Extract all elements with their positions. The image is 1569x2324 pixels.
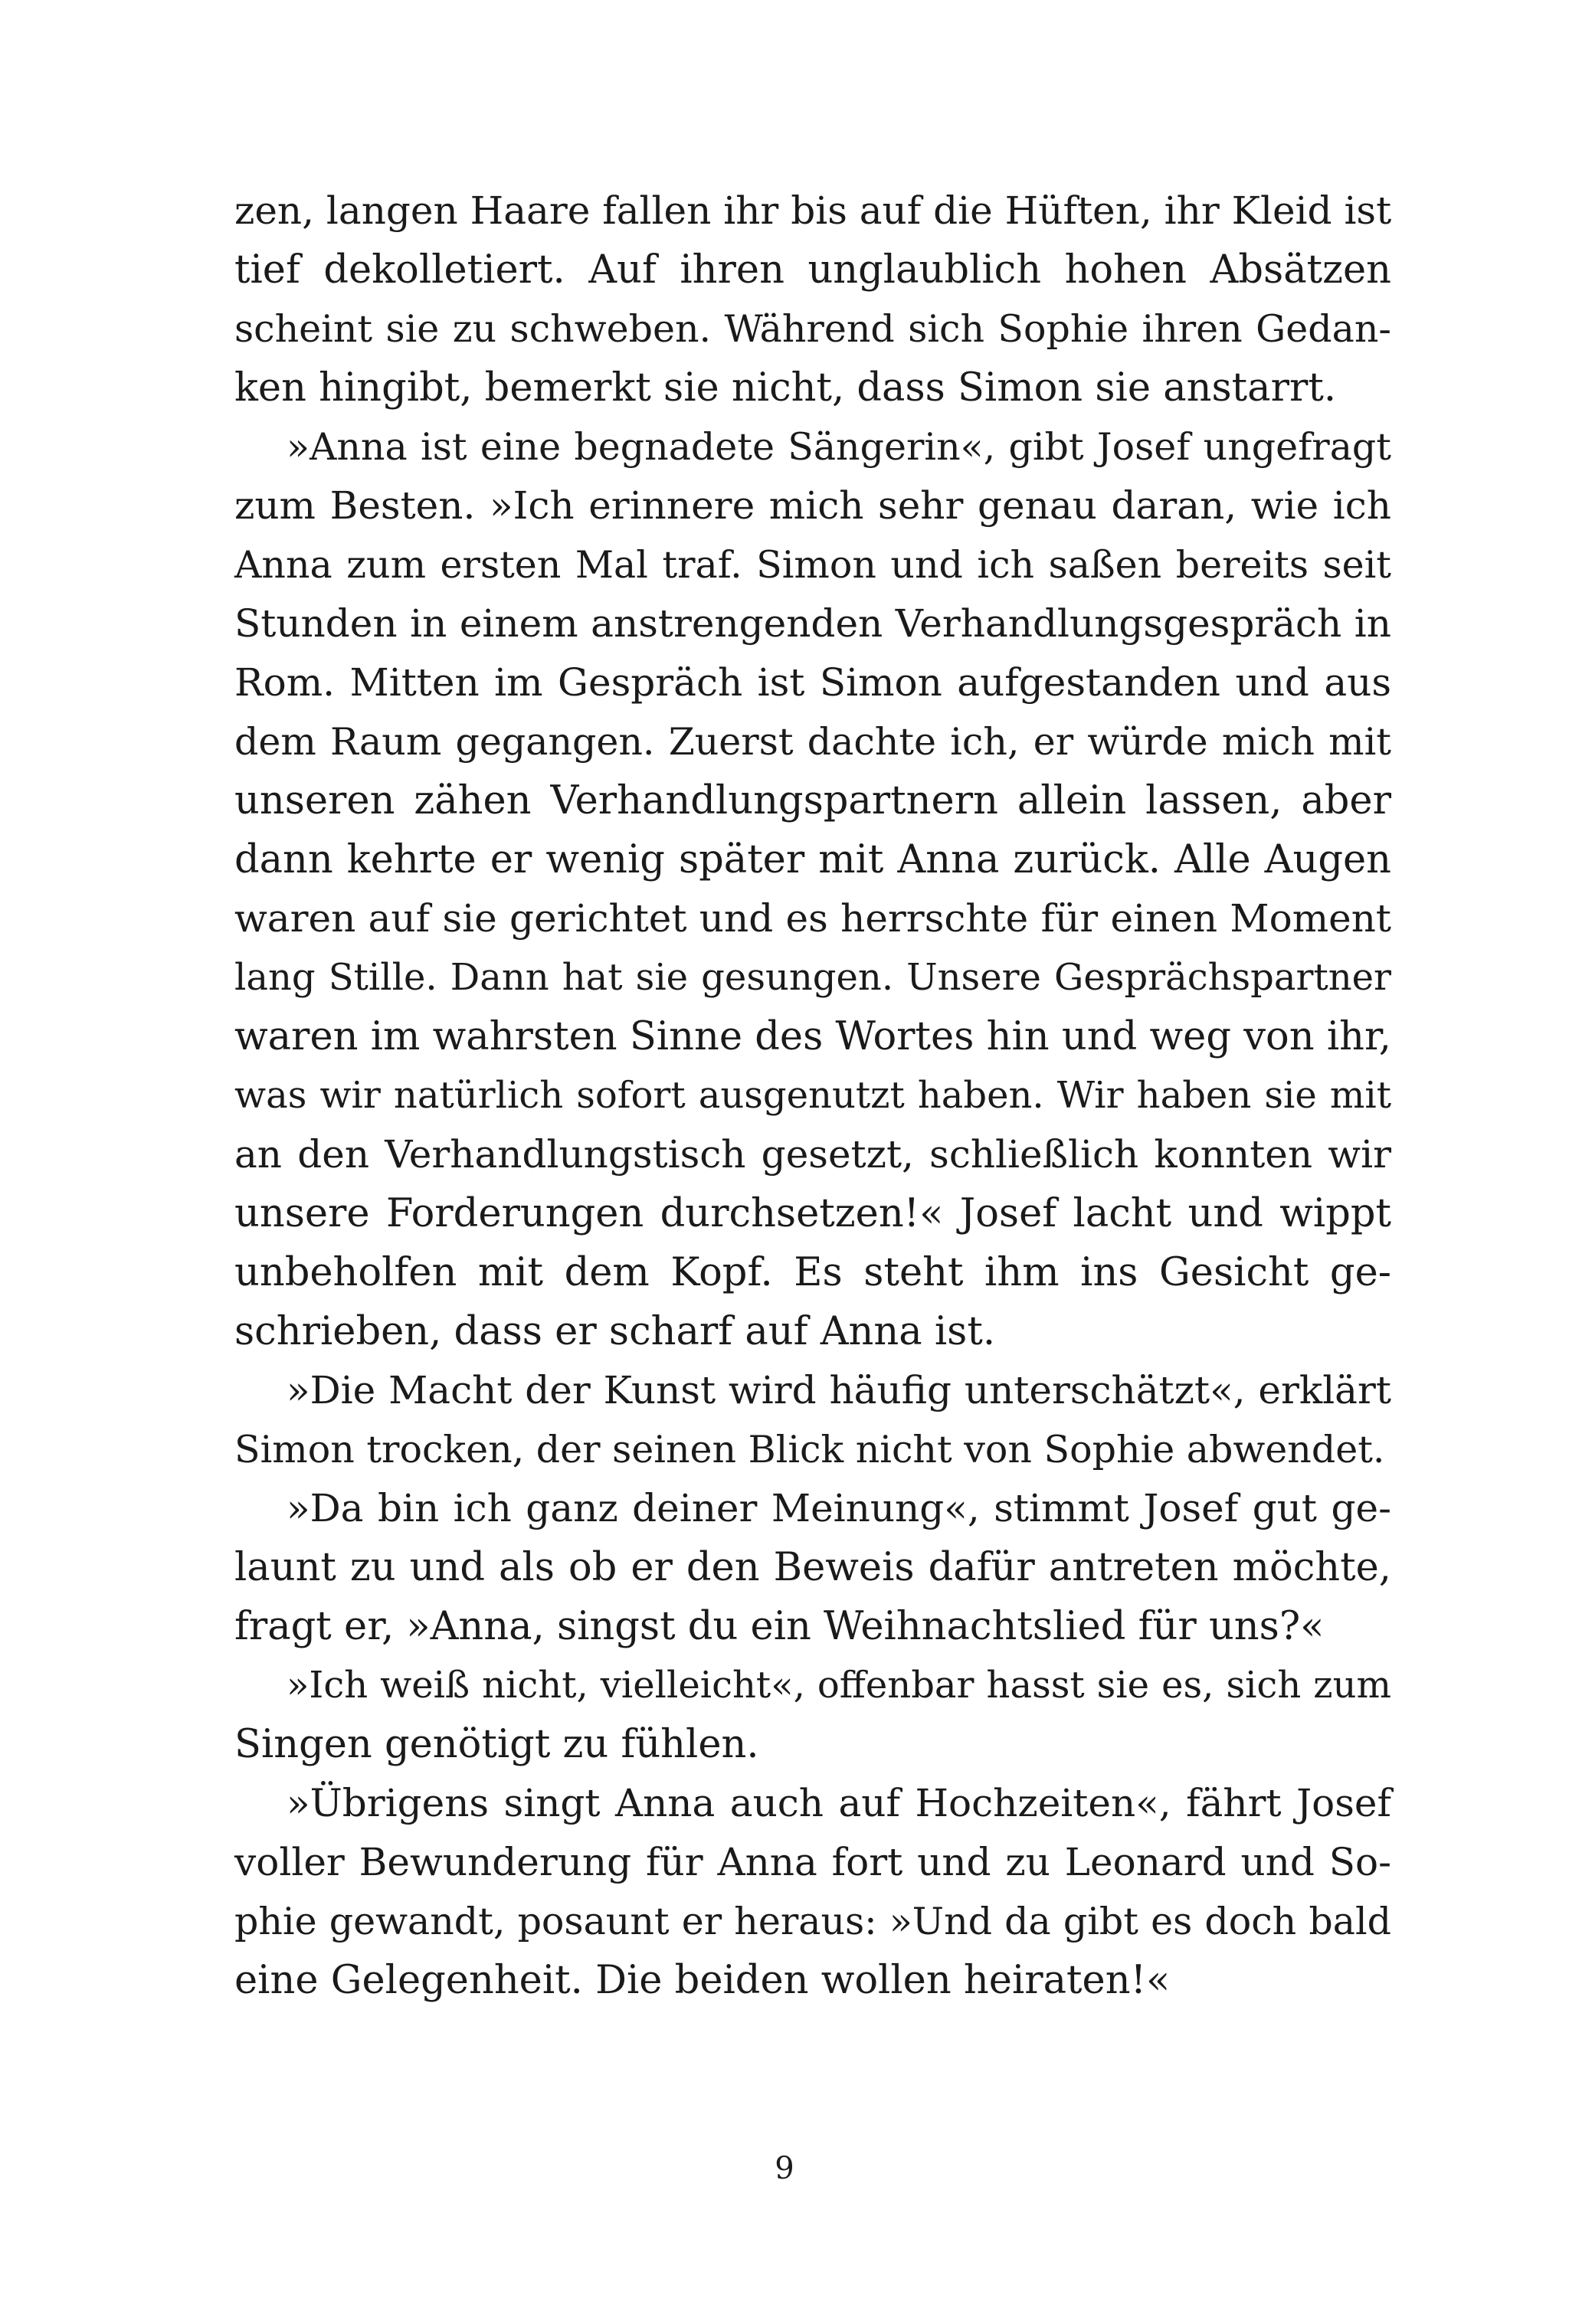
text-line: waren im wahrsten Sinne des Wortes hin und weg von ihr, [234,1014,1391,1059]
text-line: »Übrigens singt Anna auch auf Hochzeiten«, fährt Josef [287,1781,1391,1825]
text-line: dann kehrte er wenig später mit Anna zurück. Alle Augen [234,837,1391,882]
page-number: 9 [775,2151,794,2186]
text-line: schrieben, dass er scharf auf Anna ist. [234,1309,996,1354]
body-text [234,182,1391,2010]
text-line: Simon trocken, der seinen Blick nicht von Sophie abwendet. [234,1428,1385,1471]
text-line: an den Verhandlungstisch gesetzt, schließlich konnten wir [234,1132,1391,1177]
text-line: lang Stille. Dann hat sie gesungen. Unsere Gesprächspartner [234,956,1391,999]
text-line: was wir natürlich sofort ausgenutzt haben. Wir haben sie mit [234,1074,1391,1117]
text-line: fragt er, »Anna, singst du ein Weihnachtslied für uns?« [234,1604,1325,1649]
text-line: Rom. Mitten im Gespräch ist Simon aufgestanden und aus [234,660,1391,705]
text-line: unbeholfen mit dem Kopf. Es steht ihm ins Gesicht ge- [234,1250,1391,1295]
text-line: waren auf sie gerichtet und es herrschte für einen Moment [234,896,1391,941]
text-line: »Die Macht der Kunst wird häufig unterschätzt«, erklärt [287,1368,1391,1412]
text-line: dem Raum gegangen. Zuerst dachte ich, er würde mich mit [234,720,1391,764]
text-line: zum Besten. »Ich erinnere mich sehr genau daran, wie ich [234,483,1391,528]
text-line: »Da bin ich ganz deiner Meinung«, stimmt Josef gut ge- [287,1486,1391,1530]
text-line: Singen genötigt zu fühlen. [234,1722,759,1767]
text-line: tief dekolletiert. Auf ihren unglaublich hohen Absätzen [234,247,1391,293]
text-line: ken hingibt, bemerkt sie nicht, dass Simon sie anstarrt. [234,365,1337,411]
text-line: scheint sie zu schweben. Während sich Sophie ihren Gedan- [234,307,1391,351]
text-line: »Anna ist eine begnadete Sängerin«, gibt Josef ungefragt [287,425,1391,469]
text-line: zen, langen Haare fallen ihr bis auf die Hüften, ihr Kleid ist [234,188,1392,233]
text-line: unsere Forderungen durchsetzen!« Josef lacht und wippt [234,1191,1391,1236]
text-line: launt zu und als ob er den Beweis dafür antreten möchte, [234,1545,1391,1590]
text-line: unseren zähen Verhandlungspartnern allein lassen, aber [234,778,1391,823]
text-line: »Ich weiß nicht, vielleicht«, offenbar hasst sie es, sich zum [287,1664,1391,1707]
text-line: Anna zum ersten Mal traf. Simon und ich saßen bereits seit [234,543,1391,587]
text-line: voller Bewunderung für Anna fort und zu Leonard und So- [234,1840,1391,1884]
text-line: phie gewandt, posaunt er heraus: »Und da gibt es doch bald [234,1900,1391,1943]
text-line: eine Gelegenheit. Die beiden wollen heiraten!« [234,1958,1171,2003]
text-line: Stunden in einem anstrengenden Verhandlungsgespräch in [234,601,1391,646]
